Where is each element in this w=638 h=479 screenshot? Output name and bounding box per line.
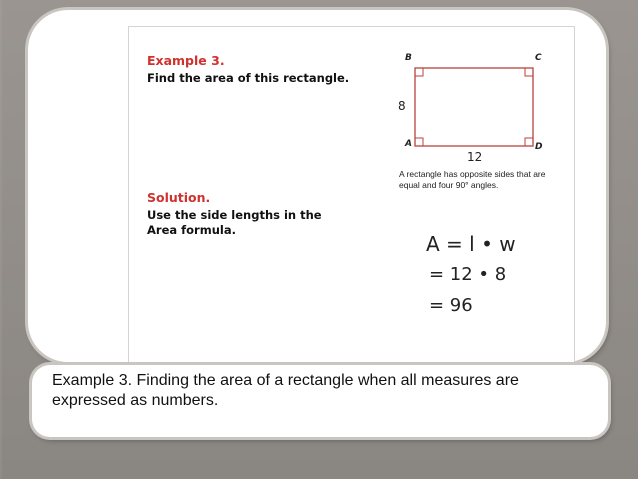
content-card: [28, 10, 606, 362]
example-prompt: Find the area of this rectangle.: [147, 71, 350, 85]
example-title: Example 3.: [147, 53, 225, 68]
solution-title: Solution.: [147, 190, 211, 205]
caption-line-1: Example 3. Finding the area of a rectangle when all measures are: [52, 372, 519, 389]
formula-line-1: A = l • w: [426, 232, 516, 256]
right-angle-marker-d: [525, 138, 533, 146]
vertex-label-b: B: [405, 53, 412, 63]
caption-box: [32, 365, 608, 437]
rectangle-note: A rectangle has opposite sides that are equal and four 90° angles.: [399, 169, 546, 190]
vertex-label-c: C: [535, 53, 542, 63]
formula-line-2: = 12 • 8: [429, 264, 507, 285]
solution-line-1: Use the side lengths in the: [147, 208, 322, 222]
caption-line-2: expressed as numbers.: [52, 392, 219, 409]
slide-panel: [128, 26, 575, 366]
vertex-label-d: D: [535, 142, 543, 152]
height-label: 8: [398, 99, 406, 113]
right-angle-marker-b: [415, 68, 423, 76]
rectangle-diagram: [391, 47, 561, 172]
rectangle-shape: [415, 68, 533, 146]
right-angle-marker-c: [525, 68, 533, 76]
vertex-label-a: A: [405, 139, 412, 149]
formula-line-3: = 96: [429, 295, 473, 316]
right-angle-marker-a: [415, 138, 423, 146]
solution-line-2: Area formula.: [147, 223, 236, 237]
width-label: 12: [467, 150, 483, 164]
